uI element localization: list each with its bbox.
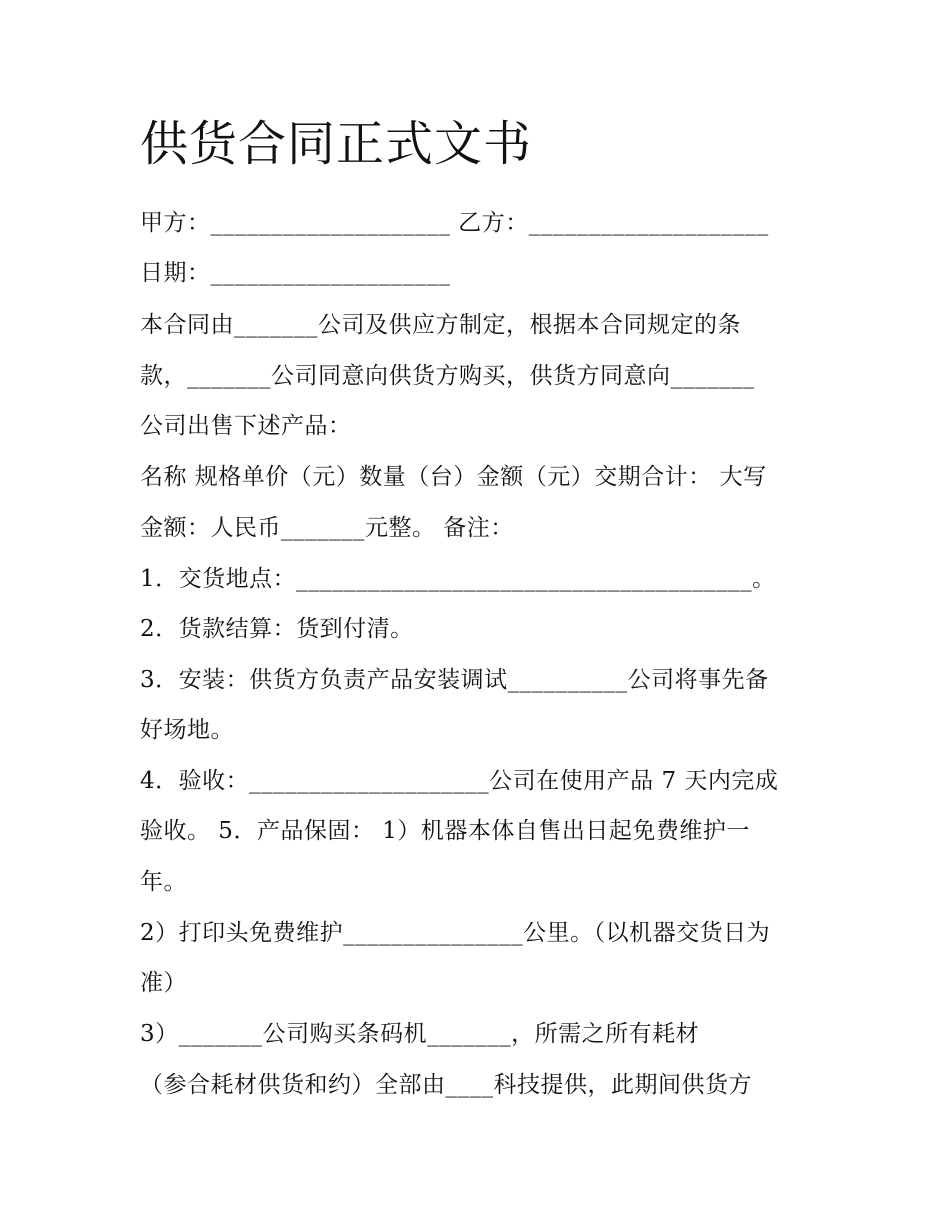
clause-3-line: 3．安装：供货方负责产品安装调试__________公司将事先备 xyxy=(140,667,769,693)
product-table-header-line: 名称 规格单价（元）数量（台）金额（元）交期合计： 大写 xyxy=(140,464,767,490)
date-line: 日期：____________________ xyxy=(140,260,451,286)
clause-1-line: 1．交货地点：______________________________________。 xyxy=(140,566,776,592)
party-line: 甲方：____________________ 乙方：____________________ xyxy=(140,210,769,236)
body-line: 款，_______公司同意向供货方购买，供货方同意向_______ xyxy=(140,363,755,389)
clause-5-line: 验收。 5．产品保固： 1）机器本体自售出日起免费维护一 xyxy=(140,818,750,844)
body-line: 准） xyxy=(140,970,187,996)
body-line: （参合耗材供货和约）全部由____科技提供，此期间供货方 xyxy=(140,1072,752,1098)
clause-5-3-line: 3）_______公司购买条码机_______，所需之所有耗材 xyxy=(140,1021,700,1047)
clause-2-line: 2．货款结算：货到付清。 xyxy=(140,616,414,642)
body-line: 年。 xyxy=(140,869,187,895)
document-title: 供货合同正式文书 xyxy=(140,116,533,172)
body-line: 公司出售下述产品： xyxy=(140,413,352,439)
clause-4-line: 4．验收：____________________公司在使用产品 7 天内完成 xyxy=(140,768,779,794)
body-line: 好场地。 xyxy=(140,717,234,743)
body-line: 本合同由_______公司及供应方制定，根据本合同规定的条 xyxy=(140,312,741,338)
clause-5-2-line: 2）打印头免费维护_______________公里。（以机器交货日为 xyxy=(140,920,771,946)
body-line: 金额：人民币_______元整。 备注： xyxy=(140,515,514,541)
